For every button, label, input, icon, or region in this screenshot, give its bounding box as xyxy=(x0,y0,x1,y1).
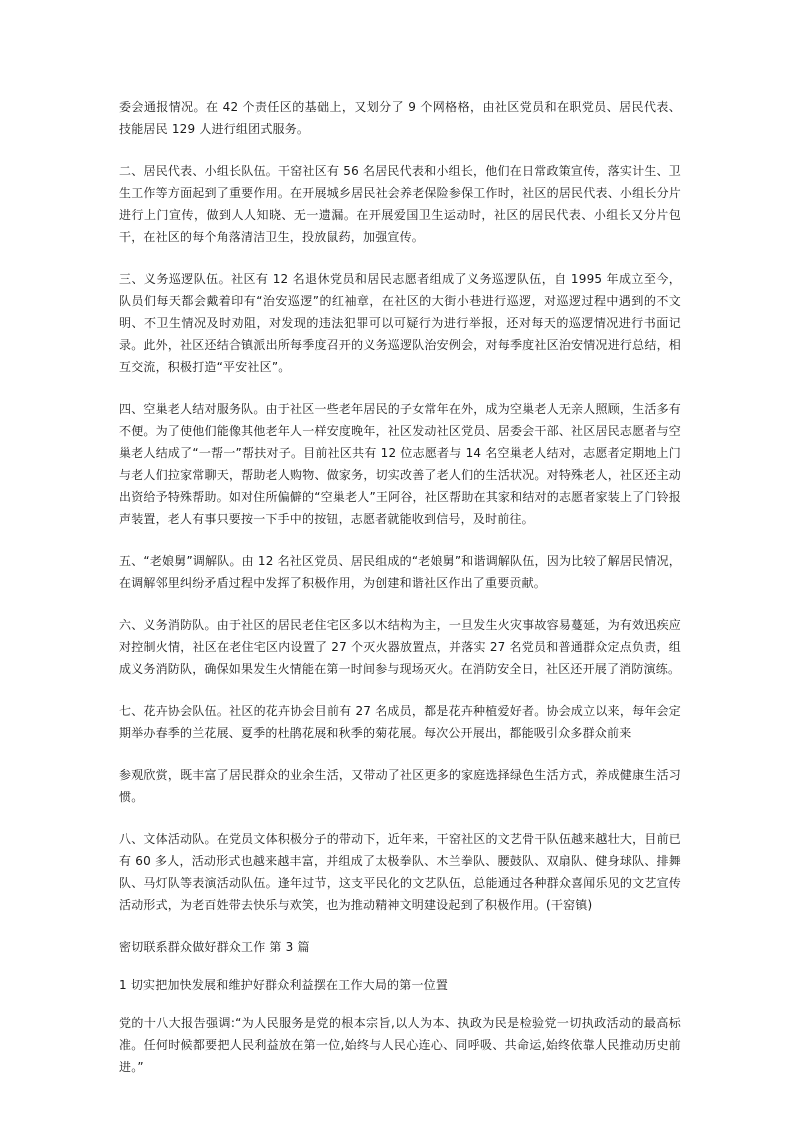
paragraph-flower-association: 七、花卉协会队伍。社区的花卉协会目前有 27 名成员，都是花卉种植爱好者。协会成立以来，每年会定期举办春季的兰花展、夏季的杜鹃花展和秋季的菊花展。每次公开展出，都能吸引众多群众前来 xyxy=(119,704,681,740)
paragraph-elderly-service: 四、空巢老人结对服务队。由于社区一些老年居民的子女常年在外，成为空巢老人无亲人照顾，生活多有不便。为了使他们能像其他老年人一样安度晚年，社区发动社区党员、居委会干部、社区居民志愿者与空巢老人结成了“一帮一”帮扶对子。目前社区共有 12 位志愿者与 14 名空巢老人结对，志愿者定期地上门与老人们拉家常聊天，帮助老人购物、做家务，切实改善了老人们的生活状况。对特殊老人，社区还主动出资给予特殊帮助。如对住所偏僻的“空巢老人”王阿谷，社区帮助在其家和结对的志愿者家装上了门铃报声装置，老人有事只要按一下手中的按钮，志愿者就能收到信号，及时前往。 xyxy=(119,402,681,526)
paragraph-grid-service: 委会通报情况。在 42 个责任区的基础上，又划分了 9 个网格格，由社区党员和在职党员、居民代表、技能居民 129 人进行组团式服务。 xyxy=(119,100,681,136)
paragraph-culture-team: 八、文体活动队。在党员文体积极分子的带动下，近年来，干窑社区的文艺骨干队伍越来越壮大，目前已有 60 多人，活动形式也越来越丰富，并组成了太极拳队、木兰拳队、腰鼓队、双扇队、健身球队、排舞队、马灯队等表演活动队伍。逢年过节，这支平民化的文艺队伍，总能通过各种群众喜闻乐见的文艺宣传活动形式，为老百姓带去快乐与欢笑，也为推动精神文明建设起到了积极作用。(干窑镇) xyxy=(119,832,681,912)
paragraph-fire-team: 六、义务消防队。由于社区的居民老住宅区多以木结构为主，一旦发生火灾事故容易蔓延，为有效迅疾应对控制火情，社区在老住宅区内设置了 27 个灭火器放置点，并落实 27 名党员和普通群众定点负责，组成义务消防队，确保如果发生火情能在第一时间参与现场灭火。在消防安全日，社区还开展了消防演练。 xyxy=(119,618,681,676)
paragraph-resident-representatives: 二、居民代表、小组长队伍。干窑社区有 56 名居民代表和小组长，他们在日常政策宣传，落实计生、卫生工作等方面起到了重要作用。在开展城乡居民社会养老保险参保工作时，社区的居民代表、小组长分片进行上门宣传，做到人人知晓、无一遗漏。在开展爱国卫生运动时，社区的居民代表、小组长又分片包干，在社区的每个角落清洁卫生，投放鼠药，加强宣传。 xyxy=(119,164,681,244)
paragraph-party-report: 党的十八大报告强调:“为人民服务是党的根本宗旨,以人为本、执政为民是检验党一切执政活动的最高标准。任何时候都要把人民利益放在第一位,始终与人民心连心、同呼吸、共命运,始终依靠人民推动历史前进。” xyxy=(119,1016,681,1074)
paragraph-patrol-team: 三、义务巡逻队伍。社区有 12 名退休党员和居民志愿者组成了义务巡逻队伍，自 1995 年成立至今，队员们每天都会戴着印有“治安巡逻”的红袖章，在社区的大街小巷进行巡逻，对巡逻过程中遇到的不文明、不卫生情况及时劝阻，对发现的违法犯罪可以可疑行为进行举报，还对每天的巡逻情况进行书面记录。此外，社区还结合镇派出所每季度召开的义务巡逻队治安例会，对每季度社区治安情况进行总结，相互交流，积极打造“平安社区”。 xyxy=(119,272,681,374)
document-body xyxy=(119,96,681,1098)
section-title: 密切联系群众做好群众工作 第 3 篇 xyxy=(119,940,310,954)
subsection-heading: 1 切实把加快发展和维护好群众利益摆在工作大局的第一位置 xyxy=(119,978,449,992)
paragraph-mediation-team: 五、“老娘舅”调解队。由 12 名社区党员、居民组成的“老娘舅”和谐调解队伍，因为比较了解居民情况，在调解邻里纠纷矛盾过程中发挥了积极作用，为创建和谐社区作出了重要贡献。 xyxy=(119,554,681,590)
paragraph-flower-association-continued: 参观欣赏，既丰富了居民群众的业余生活，又带动了社区更多的家庭选择绿色生活方式，养成健康生活习惯。 xyxy=(119,768,681,804)
